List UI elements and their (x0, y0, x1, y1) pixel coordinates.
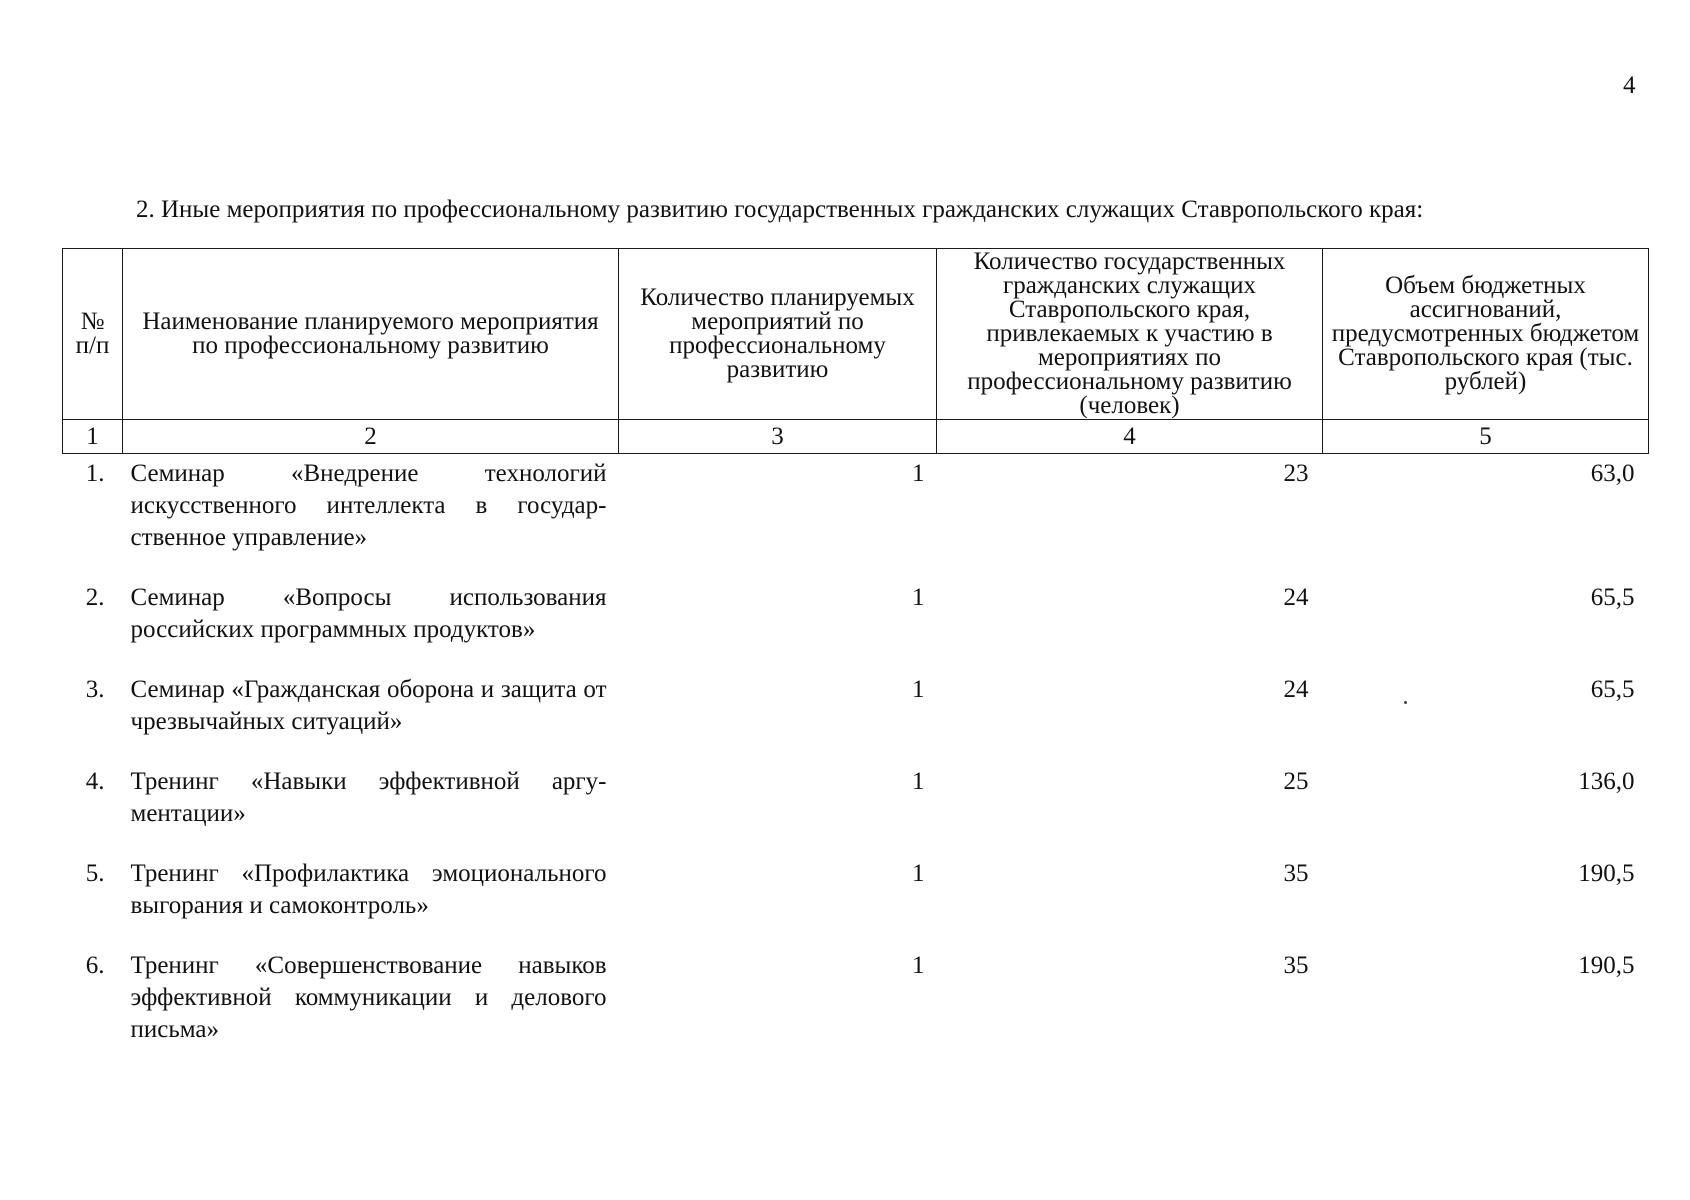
events-table-container (62, 248, 1649, 1046)
page-number: 4 (1623, 72, 1636, 99)
row-number: 4. (85, 768, 105, 795)
event-count: 1 (912, 768, 925, 795)
event-count: 1 (912, 676, 925, 703)
row-number: 6. (85, 952, 105, 979)
table-row (63, 946, 1649, 1046)
column-number: 4 (937, 420, 1323, 454)
header-event-name: Наименование планируемого мероприятия по профессиональному развитию (123, 249, 619, 420)
header-event-count: Количество планируемых мероприятий по профессиональному развитию (619, 249, 937, 420)
servants-count: 35 (1283, 860, 1309, 887)
events-table (62, 248, 1649, 1046)
header-budget: Объем бюджетных ассигнований, предусмотренных бюджетом Ставропольского края (тыс. рублей) (1323, 249, 1649, 420)
table-row (63, 854, 1649, 946)
column-number-row (63, 420, 1649, 454)
table-row (63, 454, 1649, 579)
column-number: 2 (123, 420, 619, 454)
row-number: 2. (85, 584, 105, 611)
column-number: 5 (1323, 420, 1649, 454)
servants-count: 35 (1283, 952, 1309, 979)
column-number: 3 (619, 420, 937, 454)
section-heading: 2. Иные мероприятия по профессиональному развитию государственных гражданских служащих Ставропольского края: (136, 196, 1424, 223)
event-name: Семинар «Внедрение технологий искусственного интеллекта в государственное управление» (130, 460, 607, 551)
table-header (63, 249, 1649, 454)
event-name: Семинар «Гражданская оборона и защита от чрезвычайных ситуаций» (130, 676, 607, 735)
table-row (63, 762, 1649, 854)
header-number: № п/п (63, 249, 123, 420)
budget-amount: 63,0 (1590, 460, 1635, 487)
row-number: 3. (85, 676, 105, 703)
column-number: 1 (63, 420, 123, 454)
event-name: Тренинг «Профилактика эмоционального выгорания и самоконтроль» (130, 860, 607, 919)
servants-count: 24 (1283, 584, 1309, 611)
event-count: 1 (912, 584, 925, 611)
scan-speck (1404, 701, 1407, 704)
budget-amount: 190,5 (1578, 860, 1635, 887)
event-name: Тренинг «Навыки эффективной аргументации» (130, 768, 607, 827)
header-servants-count: Количество государственных гражданских служащих Ставропольского края, привлекаемых к участию в мероприятиях по профессиональному развитию (человек) (937, 249, 1323, 420)
budget-amount: 65,5 (1590, 676, 1635, 703)
servants-count: 25 (1283, 768, 1309, 795)
budget-amount: 65,5 (1590, 584, 1635, 611)
event-count: 1 (912, 860, 925, 887)
event-count: 1 (912, 460, 925, 487)
row-number: 1. (85, 460, 105, 487)
table-body (63, 454, 1649, 1047)
event-name: Семинар «Вопросы использования российских программных продуктов» (130, 584, 607, 643)
header-row (63, 249, 1649, 420)
row-number: 5. (85, 860, 105, 887)
servants-count: 23 (1283, 460, 1309, 487)
budget-amount: 136,0 (1578, 768, 1635, 795)
budget-amount: 190,5 (1578, 952, 1635, 979)
table-row (63, 670, 1649, 762)
table-row (63, 578, 1649, 670)
event-name: Тренинг «Совершенствование навыков эффективной коммуникации и делового письма» (130, 952, 607, 1043)
event-count: 1 (912, 952, 925, 979)
servants-count: 24 (1283, 676, 1309, 703)
